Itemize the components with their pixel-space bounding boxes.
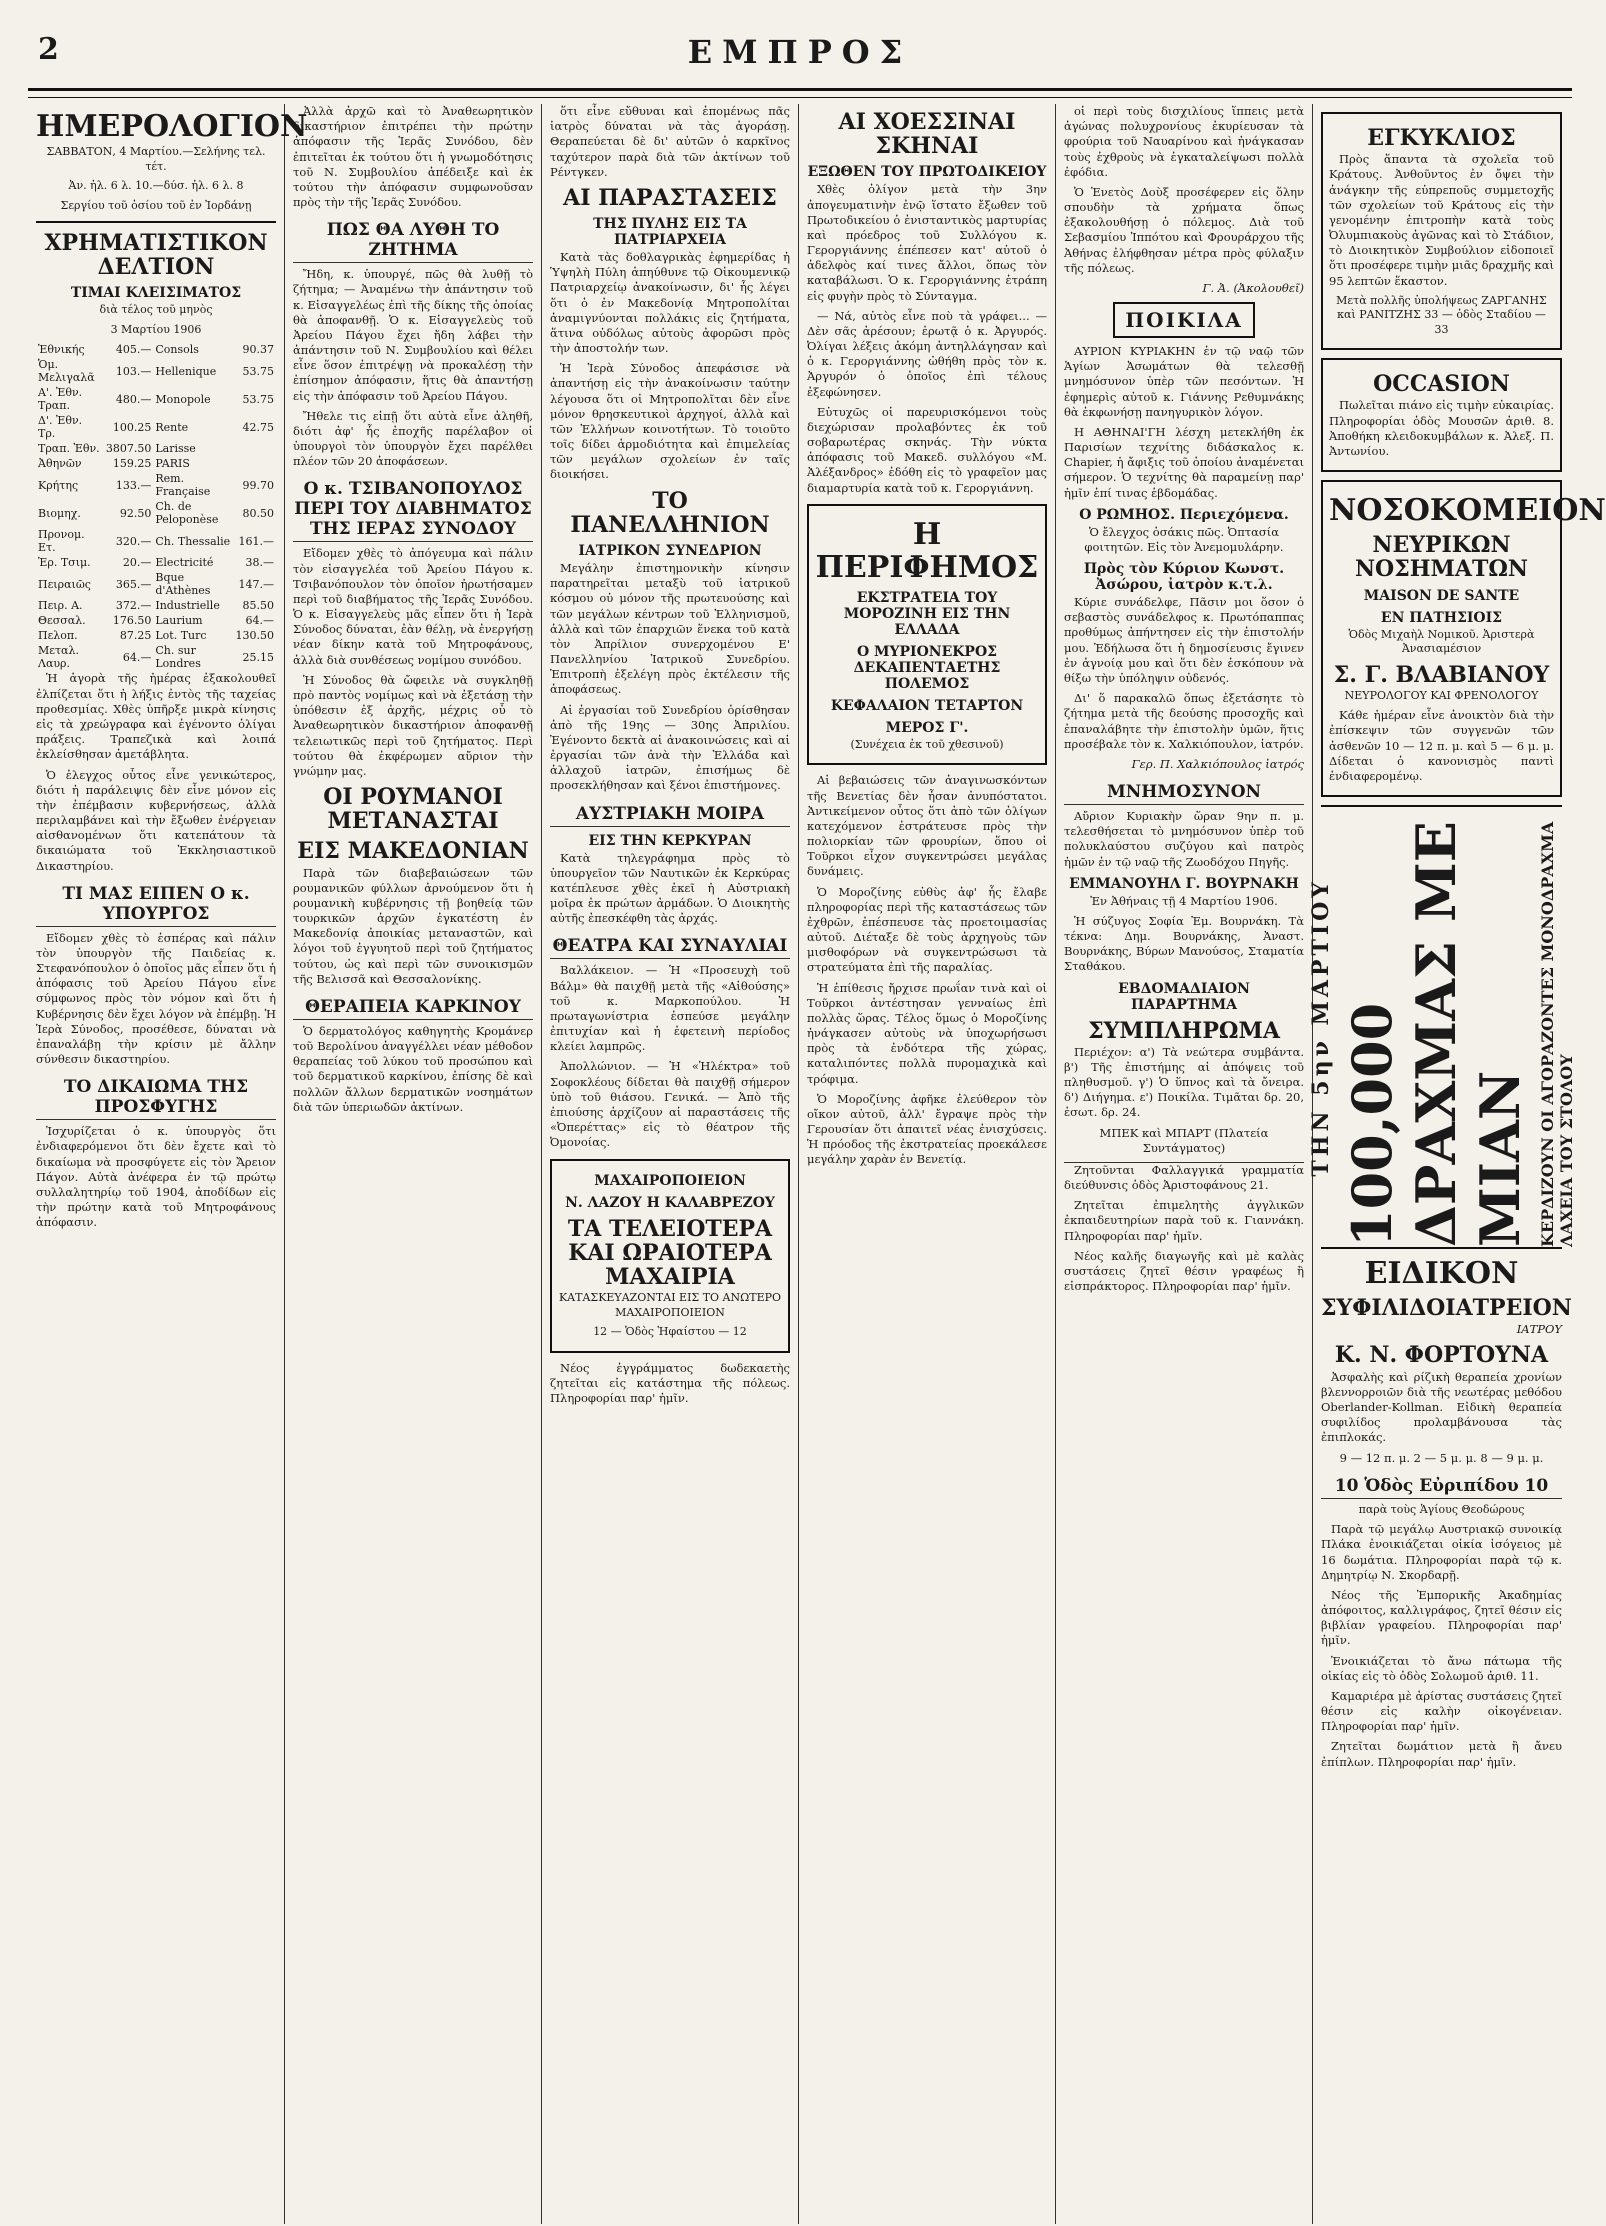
supplement-sub: ΣΥΜΠΛΗΡΩΜΑ — [1088, 1017, 1280, 1044]
scenes-text: Χθὲς ὀλίγον μετὰ τὴν 3ην ἀπογευματινὴν ἐνῷ ἵστατο ἔξωθεν τοῦ Πρωτοδικείου ὁ ἐνισταντικὸς μαρτυρίας καὶ πρόεδρος τοῦ Συλλόγου κ. Γεροργιάννης ἐπέπεσεν κατ' αὐτοῦ ὁ ἀδελφὸς καί τινες ἄλλοι, ὅπως τὸν καταβάλωσι. Ὁ κ. Γεροργιάννης ἐτράπη εἰς φυγὴν πρὸς τὸ Σύνταγμα. — [807, 182, 1047, 303]
lottery-amount: 100,000 ΔΡΑΧΜΑΣ ΜΕ ΜΙΑΝ — [1339, 821, 1532, 1248]
stock-cell: 100.25 — [112, 420, 152, 434]
memorial-date: Ἐν Ἀθήναις τῇ 4 Μαρτίου 1906. — [1090, 893, 1278, 908]
stock-cell: 372.— — [115, 599, 152, 613]
stock-cell: Α'. Ἐθν. Τραπ. — [38, 386, 83, 413]
occasion-box — [1321, 358, 1562, 472]
shop-name: ΜΠΕΚ καὶ ΜΠΑΡΤ (Πλατεία Συντάγματος) — [1099, 1125, 1269, 1155]
note-3: Νέος καλῆς διαγωγῆς καὶ μὲ καλὰς συστάσεις ζητεῖ θέσιν γραφέως ἢ εἰσπράκτορος. Πληροφορίαι παρ' ἡμῖν. — [1064, 1248, 1304, 1294]
expedition-title: Η ΠΕΡΙΦΗΜΟΣ — [815, 516, 1039, 585]
signature: Γ. Ἀ. (Ἀκολουθεῖ) — [1202, 280, 1304, 295]
newspaper-title: ΕΜΠΡΟΣ — [687, 33, 913, 71]
stock-cell: 176.50 — [112, 614, 152, 628]
page-number: 2 — [38, 32, 59, 67]
scenes-text-2: — Νά, αὐτὸς εἶνε ποὺ τὰ γράφει... — Δὲν σᾶς ἀρέσουν; ἐρωτᾷ ὁ κ. Ἀργυρός. Ὀλίγαι λέξεις ἀκόμη ἀντηλλάγησαν καὶ ὁ κ. Γεροργιάννης ὠθήθη πρὸς τὸν κ. Ἀργυρόν ὁ ὁποῖος ἐπὶ τέλους ἐξεφώνησεν. — [807, 308, 1047, 399]
misc-text-2: Η ΑΘΗΝΑΙ'ΓΗ λέσχη μετεκλήθη ἐκ Παρισίων τεχνίτης διδάσκαλος κ. Chapier, ἡ ἄφιξις τοῦ ὁποίου ἀναμένεται σήμερον. Ὁ τεχνίτης θὰ παραμείνῃ παρ' ἡμῖν ἐπί τινας ἑβδομάδας. — [1064, 424, 1304, 500]
stock-cell: Larisse — [155, 442, 196, 456]
stock-cell: Πειρ. Α. — [38, 599, 83, 613]
stock-cell: 87.25 — [119, 629, 152, 643]
shows-text: Ὁ ἔλεγχος ὁσάκις πῶς. Ὀπτασία φοιτητῶν. Εἰς τὸν Ἀνεμομυλάρην. — [1084, 524, 1284, 554]
knife-ad — [550, 1159, 790, 1353]
stock-cell: 161.— — [238, 534, 274, 548]
minister-text: Εἴδομεν χθὲς τὸ ἑσπέρας καὶ πάλιν τὸν ὑπουργὸν τῆς Παιδείας κ. Στεφανόπουλον ὁ ὁποῖος μᾶς εἶπεν ὅτι ἡ ἀπόφασις τοῦ Ἀρείου Πάγου εἶνε σύμφωνος πρὸς τὸν νόμον καὶ ὅτι ἡ Κυβέρνησις δὲν ἔχει λόγον νὰ ἐπέμβῃ. Ἡ Ἱερὰ Σύνοδος, προσέθεσε, δύναται νὰ ἐπαναλάβῃ τὴν κρίσιν μὲ ἄλλην σύνθεσιν δικαστηρίου. — [36, 930, 276, 1067]
hospital-title: ΝΟΣΟΚΟΜΕΙΟΝ — [1329, 493, 1606, 529]
appeal-title: ΤΟ ΔΙΚΑΙΩΜΑ ΤΗΣ ΠΡΟΣΦΥΓΗΣ — [36, 1077, 276, 1120]
stock-cell: Τραπ. Ἐθν. — [38, 442, 100, 456]
minister-title: ΤΙ ΜΑΣ ΕΙΠΕΝ Ο κ. ΥΠΟΥΡΓΟΣ — [36, 884, 276, 927]
hospital-address: Ὁδὸς Μιχαὴλ Νομικοῦ. Ἀριστερὰ Ἀνασιαμέσιον — [1348, 627, 1535, 656]
occasion-title: OCCASION — [1373, 371, 1510, 398]
stock-row — [36, 613, 276, 628]
expedition-part: ΜΕΡΟΣ Γ'. — [885, 719, 969, 736]
note-1: Παρὰ τῷ μεγάλῳ Αυστριακῷ συνοικίᾳ Πλάκα ἐνοικιάζεται οἰκία ἰσόγειος μὲ 16 δωμάτια. Πληροφορίαι παρὰ τῷ κ. Δημητρίῳ Ν. Σκορδαρῇ. — [1321, 1522, 1562, 1582]
clinic-hours: 9 — 12 π. μ. 2 — 5 μ. μ. 8 — 9 μ. μ. — [1339, 1450, 1544, 1465]
congress-text: Μεγάλην ἐπιστημονικὴν κίνησιν παρατηρεῖται μεταξὺ τοῦ ἰατρικοῦ κόσμου οὐ μόνον τῆς πρωτευούσης καὶ τῶν μεγάλων κέντρων τοῦ Ἑλληνισμοῦ, ἀλλὰ καὶ τῶν ἐπαρχιῶν ἕνεκα τοῦ κατὰ τὸν Ἀπρίλιον συνερχομένου Ε' Πανελληνίου Ἰατρικοῦ Συνεδρίου. Ἐπιτροπὴ ἐξελέγη πρὸς ἐκτέλεσιν τῆς ἀποφάσεως. — [550, 561, 790, 697]
column-1 — [28, 104, 308, 2224]
stock-cell: 133.— — [115, 478, 152, 492]
scenes-title: ΑΙ ΧΟΕΣΣΙΝΑΙ ΣΚΗΝΑΙ — [838, 109, 1016, 160]
declaration-text-2: Ἡ Σύνοδος θὰ ὤφειλε νὰ συγκληθῇ πρὸ παντὸς νομίμως καὶ νὰ ἐξετάσῃ τὴν ὑπόθεσιν ἐξ ἀρχῆς, μέχρις οὗ τὸ Ἀναθεωρητικὸν δικαστήριον ἀποφανθῇ τελειωτικῶς περὶ τοῦ ζητήματος. Περὶ τούτου θὰ ἐκφέρωμεν αὔριον τὴν γνώμην μας. — [293, 672, 533, 778]
stock-cell: Monopole — [155, 392, 211, 406]
calendar-line: Ἀν. ἡλ. 6 λ. 10.—δύσ. ἡλ. 6 λ. 8 — [68, 179, 244, 193]
stock-cell: 159.25 — [112, 457, 152, 471]
stock-cell: Ch. sur Londres — [155, 644, 201, 671]
romanians-title: ΟΙ ΡΟΥΜΑΝΟΙ ΜΕΤΑΝΑΣΤΑΙ — [323, 784, 503, 835]
letter-signature: Γερ. Π. Χαλκιόπουλος ἰατρός — [1131, 756, 1304, 771]
cancer-text: Ὁ δερματολόγος καθηγητὴς Κρομάνερ τοῦ Βερολίνου ἀναγγέλλει νέαν μέθοδον θεραπείας τοῦ λύκου τοῦ προσώπου καὶ τοῦ δερματικοῦ καρκίνου, ἐπίσης δὲ καὶ πολλῶν ἄλλων δερματικῶν νοσημάτων διὰ τῶν ὑπεριωδῶν ἀκτίνων. — [293, 1023, 533, 1114]
knife-ad-title: ΜΑΧΑΙΡΟΠΟΙΕΙΟΝ — [594, 1172, 746, 1189]
hospital-name: MAISON DE SANTE — [1363, 587, 1520, 604]
expedition-text-2: Ὁ Μοροζίνης εὐθὺς ἀφ' ἧς ἔλαβε πληροφορίας περὶ τῆς καταστάσεως τῶν ἐχθρῶν, ἐπέσπευσε τὰς προετοιμασίας αὐτοῦ. Διέταξε δὲ τοὺς ἀρχηγοὺς τῶν μισθοφόρων νὰ συγκεντρώσωσι τὰ στρατεύματα ἐπὶ τῆς παραλίας. — [807, 884, 1047, 975]
stock-cell: 42.75 — [242, 420, 274, 434]
knife-ad-address: 12 — Ὁδὸς Ἡφαίστου — 12 — [593, 1325, 747, 1339]
stock-cell — [233, 441, 276, 456]
stock-cell: 85.50 — [242, 599, 274, 613]
stock-row — [36, 555, 276, 570]
hospital-ad — [1321, 480, 1606, 797]
column-2 — [285, 104, 542, 2224]
expedition-text: Αἱ βεβαιώσεις τῶν ἀναγινωσκόντων τῆς Βενετίας δὲν ἦσαν ἀνυπόστατοι. Ἀντικείμενον οὗτος ὅτι ἀπὸ τῶν ὀλίγων κατεχόμενον ἐστράτευσε πρὸς τὴν πολιορκίαν τῶν φρουρίων, ὅπου οἱ Τοῦρκοι εἶχον συγκεντρώσει μεγάλας δυνάμεις. — [807, 773, 1047, 879]
stock-cell: Laurium — [155, 614, 203, 628]
knife-ad-slogan: ΤΑ ΤΕΛΕΙΟΤΕΡΑ ΚΑΙ ΩΡΑΙΟΤΕΡΑ ΜΑΧΑΙΡΙΑ — [567, 1215, 773, 1290]
stock-cell: Κρήτης — [38, 478, 79, 492]
stock-cell: Ch. de Peloponèse — [155, 500, 219, 527]
stock-cell — [233, 456, 276, 471]
note-5: Ζητεῖται δωμάτιον μετὰ ἢ ἄνευ ἐπίπλων. Πληροφορίαι παρ' ἡμῖν. — [1321, 1739, 1562, 1769]
congress-title: ΤΟ ΠΑΝΕΛΛΗΝΙΟΝ — [570, 487, 770, 538]
memorial-text: Αὔριον Κυριακὴν ὥραν 9ην π. μ. τελεσθήσεται τὸ μνημόσυνον ὑπὲρ τοῦ πολυκλαύστου συζύγου καὶ πατρὸς ἡμῶν ἐν τῷ ναῷ τῆς Ζωοδόχου Πηγῆς. — [1064, 809, 1304, 869]
stock-row — [36, 499, 276, 527]
stock-row — [36, 385, 276, 413]
stock-cell: 53.75 — [242, 392, 274, 406]
claims-title: ΑΙ ΠΑΡΑΣΤΑΣΕΙΣ — [563, 184, 777, 211]
stock-row — [36, 342, 276, 357]
stock-cell: 20.— — [122, 556, 152, 570]
congress-sub: ΙΑΤΡΙΚΟΝ ΣΥΝΕΔΡΙΟΝ — [578, 543, 762, 559]
stock-cell: Ἀθηνῶν — [38, 457, 82, 471]
stock-row — [36, 357, 276, 385]
stock-cell: Rente — [155, 420, 189, 434]
market-report: Ἡ ἀγορὰ τῆς ἡμέρας ἐξακολουθεῖ ἐλπίζεται ὅτι ἡ λήξις ἐντὸς τῆς ταχείας προθεσμίας. Χθὲς ὑπῆρξε μικρὰ κίνησις εἰς τὰ χρεώγραφα καὶ ἐγένοντο ὀλίγαι πράξεις. Τραπεζικὰ καὶ λοιπά ἐκλείσθησαν ἀμετάβλητα. — [36, 671, 276, 762]
note-2: Ζητεῖται ἐπιμελητὴς ἀγγλικῶν ἐκπαιδευτηρίων παρὰ τοῦ κ. Γιαννάκη. Πληροφορίαι παρ' ἡμῖν. — [1064, 1198, 1304, 1243]
lottery-note: ΚΕΡΔΙΖΟΥΝ ΟΙ ΑΓΟΡΑΖΟΝΤΕΣ ΜΟΝΟΔΡΑΧΜΑ ΛΑΧΕΙΑ ΤΟΥ ΣΤΟΛΟΥ — [1537, 821, 1576, 1248]
stock-cell: Ὁμ. Μελιγαλᾶ — [38, 358, 95, 385]
stock-cell: Rem. Française — [155, 472, 211, 499]
stock-cell: 38.— — [245, 556, 274, 570]
lottery-date: ΤΗΝ 5ην ΜΑΡΤΙΟΥ — [1307, 877, 1334, 1177]
knife-ad-sub: ΚΑΤΑΣΚΕΥΑΖΟΝΤΑΙ ΕΙΣ ΤΟ ΑΝΩΤΕΡΟ ΜΑΧΑΙΡΟΠΟΙΕΙΟΝ — [558, 1291, 782, 1319]
letter-text-2: Δι' ὅ παρακαλῶ ὅπως ἐξετάσητε τὸ ζήτημα μετὰ τῆς δεούσης προσοχῆς καὶ ἐπαναλάβητε τὴν ἐπιστολὴν ὑμῶν, ἥτις προσέβαλε τὸν κ. Χαλκιόπουλον, ἰατρόν. — [1064, 691, 1304, 751]
romanians-sub: ΕΙΣ ΜΑΚΕΔΟΝΙΑΝ — [297, 838, 529, 865]
hospital-doctor-role: ΝΕΥΡΟΛΟΓΟΥ ΚΑΙ ΦΡΕΝΟΛΟΓΟΥ — [1344, 688, 1539, 702]
expedition-continued: (Συνέχεια ἐκ τοῦ χθεσινοῦ) — [850, 737, 1004, 751]
stock-cell: 365.— — [115, 577, 152, 591]
claims-text: Κατὰ τὰς δοθλαγρικὰς ἐφημερίδας ἡ Ὑψηλὴ Πύλη ἀπηύθυνε τῷ Οἰκουμενικῷ Πατριαρχείῳ ἀνακοίνωσιν, δι' ἧς λέγει ὅτι ὁ ἐν Μακεδονίᾳ Μητροπολίται ἀναμιγνύονται πολλάκις εἰς ζητήματα, ἅτινα οὐδόλως αὐτοὺς ἀφορῶσι πρὸς τὴν ἀποστολήν των. — [550, 250, 790, 356]
intro-text-2: Ὁ Ἐνετὸς Δοὺξ προσέφερεν εἰς ὅλην σπουδὴν τὰ χρήματα ὅπως ἐξακολουθήσῃ ὁ πόλεμος. Διὰ τοῦ Σεβασμίου Ἱππότου καὶ Φρουράρχου τῆς Ἀθήνας ἐλήφθησαν μέτρα πρὸς φύλαξιν τῆς πόλεως. — [1064, 184, 1304, 275]
stock-cell: 3807.50 — [105, 442, 152, 456]
editorial: Ὁ ἐλεγχος οὗτος εἶνε γενικώτερος, διότι ἡ παράλειψις δὲν εἶνε μόνον εἰς τὴν ἐπέμβασιν κυβερνήσεως, ἀλλὰ περιλαμβάνει καὶ τὴν ἔξωθεν ἐνέργειαν αἰσθανομένων ὅτι κατεπάτουν τὰ δικαιώματα τοῦ Ἐκκλησιαστικοῦ Δικαστηρίου. — [36, 767, 276, 873]
note-3: Ἐνοικιάζεται τὸ ἄνω πάτωμα τῆς οἰκίας εἰς τὸ ὁδὸς Σολωμοῦ ἀριθ. 11. — [1321, 1653, 1562, 1683]
column-6 — [1307, 104, 1606, 2224]
letter-title: Πρὸς τὸν Κύριον Κωνστ. Ἀσώρου, ἰατρὸν κ.τ.λ. — [1083, 561, 1285, 594]
stock-cell: 130.50 — [235, 629, 274, 643]
stock-cell: Ch. Thessalie — [155, 534, 231, 548]
calendar-title: ΗΜΕΡΟΛΟΓΙΟΝ — [36, 109, 308, 144]
stock-cell: Bque d'Athènes — [155, 571, 211, 598]
stock-cell: 99.70 — [242, 478, 274, 492]
stock-cell: Πελοπ. — [38, 629, 78, 643]
stock-row — [36, 413, 276, 441]
stock-cell: 92.50 — [119, 506, 152, 520]
clinic-address-2: παρὰ τοὺς Ἁγίους Θεοδώρους — [1358, 1502, 1525, 1516]
stock-table — [36, 342, 276, 671]
knife-ad-name: Ν. ΛΑΖΟΥ Η ΚΑΛΑΒΡΕΖΟΥ — [565, 1194, 775, 1211]
stock-cell: Προνομ. Ετ. — [38, 528, 85, 555]
hospital-sub: ΝΕΥΡΙΚΩΝ ΝΟΣΗΜΑΤΩΝ — [1354, 532, 1529, 583]
bulletin-date: 3 Μαρτίου 1906 — [110, 322, 202, 336]
supplement-text: Περιέχον: α') Τὰ νεώτερα συμβάντα. β') Τῆς ἐπιστήμης αἱ ἀπόψεις τοῦ πληθυσμοῦ. γ') Ὁ ὕπνος καὶ τὰ ὄνειρα. δ') Διήγημα. ε') Ποικίλα. Τιμᾶται δρ. 20, ἐσωτ. δρ. 24. — [1064, 1044, 1304, 1120]
masthead — [28, 26, 1572, 88]
clinic-sub: ΣΥΦΙΛΙΔΟΙΑΤΡΕΙΟΝ — [1321, 1295, 1572, 1322]
stock-cell: 64.— — [122, 650, 152, 664]
expedition-sub: ΕΚΣΤΡΑΤΕΙΑ ΤΟΥ ΜΟΡΟΖΙΝΗ ΕΙΣ ΤΗΝ ΕΛΛΑΔΑ — [843, 589, 1011, 638]
hospital-location: ΕΝ ΠΑΤΗΣΙΟΙΣ — [1380, 609, 1503, 626]
calendar-line: ΣΑΒΒΑΤΟΝ, 4 Μαρτίου.—Σελήνης τελ. τέτ. — [46, 145, 266, 173]
theatre-title: ΘΕΑΤΡΑ ΚΑΙ ΣΥΝΑΥΛΙΑΙ — [550, 936, 790, 959]
declaration-text: Εἴδομεν χθὲς τὸ ἀπόγευμα καὶ πάλιν τὸν εἰσαγγελέα τοῦ Ἀρείου Πάγου κ. Τσιβανόπουλον τὸν ὁποῖον ἠρωτήσαμεν περὶ τοῦ διαβήματος τῆς Ἱερᾶς Συνόδου. Ὁ κ. Εἰσαγγελεὺς μᾶς εἶπεν ὅτι ἡ Ἱερὰ Σύνοδος δύναται, ἐὰν θέλῃ, νὰ ἐνεργήσῃ νέαν δίκην κατὰ τοῦ Μητροφάνους, ἀλλὰ διὰ συνθέσεως νομίμου συνόδου. — [293, 546, 533, 667]
stock-cell: Lot. Turc — [155, 629, 207, 643]
stock-cell: 103.— — [115, 364, 152, 378]
expedition-text-4: Ὁ Μοροζίνης ἀφῆκε ἐλεύθερον τὸν οἴκον αὐτοῦ, ἀλλ' ἔγραψε πρὸς τὴν Γερουσίαν ὅτι ἀπαιτεῖ νέας ἐνισχύσεις. Ἡ πρόοδος τῆς ἐκστρατείας προεκάλεσε μεγάλην χαρὰν ἐν Βενετίᾳ. — [807, 1091, 1047, 1167]
column-5 — [1056, 104, 1313, 2224]
stock-cell: 405.— — [115, 343, 152, 357]
masthead-rule — [28, 88, 1572, 98]
theatre-text: Βαλλάκειον. — Ἡ «Προσευχὴ τοῦ Βάλμ» θὰ παιχθῇ μετὰ τῆς «Αἰθούσης» τοῦ κ. Μαρκοπούλου. Ἡ πρωταγωνίστρια ἐσπεύσε μεγάλην ἐπιτυχίαν καὶ ἡ ἐφετεινὴ περίοδος κλείει λαμπρῶς. — [550, 963, 790, 1054]
misc-heading — [1064, 302, 1304, 338]
stock-cell: 64.— — [245, 614, 274, 628]
stock-cell: 53.75 — [242, 364, 274, 378]
scenes-text-3: Εὐτυχῶς οἱ παρευρισκόμενοι τοὺς διεχώρισαν προλαβόντες ἐκ τοῦ σοβαρωτέρας σκηνάς. Τὴν νύκτα ἀπόφασις τοῦ Μακεδ. συλλόγου «Μ. Ἀλέξανδρος» ἐδόθη εἰς τὸ γραφεῖον μας διαμαρτυρία κατὰ τοῦ κ. Γεροργιάννη. — [807, 404, 1047, 495]
classified-note: Νέος ἐγγράμματος δωδεκαετὴς ζητεῖται εἰς κατάστημα τῆς πόλεως. Πληροφορίαι παρ' ἡμῖν. — [550, 1360, 790, 1405]
stock-row — [36, 471, 276, 499]
occasion-text: Πωλεῖται πιάνο εἰς τιμὴν εὐκαιρίας. Πληροφορίαι ὁδὸς Μουσῶν ἀριθ. 8. Ἀποθήκη κλειδοκυμβάλων κ. Ἀλεξ. Π. Ἀντωνίου. — [1329, 398, 1554, 458]
claims-text-2: Ἡ Ἱερὰ Σύνοδος ἀπεφάσισε νὰ ἀπαντήσῃ εἰς τὴν ἀνακοίνωσιν ταύτην λέγουσα ὅτι οἱ Μητροπολῖται δὲν εἶνε μόνον θρησκευτικοὶ ἀρχηγοί, ἀλλὰ καὶ τῶν Ἑλλήνων κοινοτήτων. Τὸ τοιοῦτο τοῖς δίδει ἁρμοδιότητα καὶ ἐπιμελείας τῶν μεγάλων σχολείων ἐν ταῖς διοικήσει. — [550, 361, 790, 482]
corfu-text: Κατὰ τηλεγράφημα πρὸς τὸ ὑπουργεῖον τῶν Ναυτικῶν ἐκ Κερκύρας κατέπλευσε χθὲς ἐκεῖ ἡ Αὐστριακὴ μοῖρα ἐκ πρώτων ἀρμάδων. Ὁ Διοικητὴς αὐτῆς ἐπεσκέφθη τὰς ἀρχάς. — [550, 850, 790, 926]
misc-title: ΠΟΙΚΙΛΑ — [1113, 302, 1254, 338]
stock-cell: Πειραιῶς — [38, 577, 91, 591]
stock-cell: Δ'. Ἐθν. Τρ. — [38, 414, 83, 441]
stock-cell: 480.— — [115, 392, 152, 406]
claims-sub: ΤΗΣ ΠΥΛΗΣ ΕΙΣ ΤΑ ΠΑΤΡΙΑΡΧΕΙΑ — [593, 216, 747, 249]
stock-cell: Consols — [155, 343, 199, 357]
clinic-title: ΕΙΔΙΚΟΝ — [1364, 1256, 1519, 1292]
bulletin-sub: ΤΙΜΑΙ ΚΛΕΙΣΙΜΑΤΟΣ — [70, 285, 242, 302]
stock-cell: Electricité — [155, 556, 214, 570]
clinic-doctor: Κ. Ν. ΦΟΡΤΟΥΝΑ — [1334, 1342, 1549, 1369]
divider — [36, 221, 276, 223]
stock-cell: Ἐρ. Τσιμ. — [38, 556, 91, 570]
clinic-role: ΙΑΤΡΟΥ — [1516, 1322, 1562, 1337]
declaration-title: Ο κ. ΤΣΙΒΑΝΟΠΟΥΛΟΣ ΠΕΡΙ ΤΟΥ ΔΙΑΒΗΜΑΤΟΣ ΤΗΣ ΙΕΡΑΣ ΣΥΝΟΔΟΥ — [293, 479, 533, 542]
stock-row — [36, 527, 276, 555]
expedition-sub-2: Ο ΜΥΡΙΟΝΕΚΡΟΣ ΔΕΚΑΠΕΝΤΑΕΤΗΣ ΠΟΛΕΜΟΣ — [853, 643, 1001, 692]
romanians-text: Παρὰ τῶν διαβεβαιώσεων τῶν ρουμανικῶν φύλλων ἀρνούμενον ὅτι ἡ ρουμανικὴ κυβέρνησις τῇ βοηθείᾳ τῶν τουρκικῶν ἀρχῶν ἐγκατέστη ἐν Μακεδονίᾳ ἀποικίας μεταναστῶν, καὶ λόγοι τοῦ ἐγγυητοῦ περὶ τοῦ ζητήματος τούτου, ὡς καὶ περὶ τῶν συνοικισμῶν τῆς Βελισσᾶ καὶ Θεσσαλονίκης. — [293, 865, 533, 986]
stock-cell: 80.50 — [242, 506, 274, 520]
congress-text-2: Αἱ ἐργασίαι τοῦ Συνεδρίου ὁρίσθησαν ἀπὸ τῆς 19ης — 30ης Ἀπριλίου. Ἐγένοντο δεκτὰ αἱ ἀνακοινώσεις καὶ αἱ ἐργασίαι τῶν ἀνὰ τὴν Ἑλλάδα καὶ ἀλλαχοῦ ἰατρῶν, ἐπισήμως δὲ προσεκλήθησαν καὶ ξένοι ἐπιστήμονες. — [550, 702, 790, 793]
stock-cell: Βιομηχ. — [38, 506, 81, 520]
calendar-line: Σεργίου τοῦ ὁσίου τοῦ ἐν Ἰορδάνῃ — [60, 198, 252, 212]
theatre-text-2: Ἀπολλώνιον. — Ἡ «Ἠλέκτρα» τοῦ Σοφοκλέους δίδεται θὰ παιχθῇ σήμερον ὑπὸ τοῦ θιάσου. Γενικά. — Ἀπὸ τῆς ἐπιούσης ἀρχίζουν αἱ παραστάσεις τῆς «Ὀπερέττας» εἰς τὸ θέατρον τῆς Ὀμονοίας. — [550, 1059, 790, 1150]
synod-text: Ἀλλὰ ἀρχῶ καὶ τὸ Ἀναθεωρητικὸν δικαστήριον ἐπιτρέπει τὴν πρώτην ἀπόφασιν τῆς Ἱερᾶς Συνόδου, δὲν ἐπιτεῖται ἐκ τούτου ὅτι ἡ γνωμοδότησις τοῦ Ν. Συμβουλίου ἀπέδειξε καὶ ἐκ τούτου τὴν ἀπόφασιν συμφωνοῦσαν πρὸς τὴν τῆς Ἱερᾶς Συνόδου. — [293, 104, 533, 210]
clinic-address: 10 Ὁδὸς Εὐριπίδου 10 — [1321, 1476, 1562, 1499]
columns — [28, 104, 1606, 2224]
stock-row — [36, 456, 276, 471]
column-3 — [542, 104, 799, 2224]
note-2: Νέος τῆς Ἐμπορικῆς Ἀκαδημίας ἀπόφοιτος, καλλιγράφος, ζητεῖ θέσιν εἰς βιβλίαν γραφείου. Πληροφορίαι παρ' ἡμῖν. — [1321, 1587, 1562, 1648]
intro-text: οἱ περὶ τοὺς δισχιλίους ἵππεις μετὰ ἀγώνας πολυχρονίους ἐκυρίευσαν τὰ φρούρια τοῦ Ναυαρίνου καὶ ἠνάγκασαν τοὺς ἐχθροὺς νὰ ἐγκαταλείψωσι πολλὰ ἐφόδια. — [1064, 104, 1304, 179]
shows-title: Ο ΡΩΜΗΟΣ. Περιεχόμενα. — [1079, 506, 1289, 523]
stock-cell: 25.15 — [242, 650, 274, 664]
stock-cell: Ἐθνικής — [38, 343, 85, 357]
hospital-doctor: Σ. Γ. ΒΛΑΒΙΑΝΟΥ — [1333, 661, 1550, 688]
lottery-ad — [1307, 805, 1576, 1249]
stock-cell: PARIS — [155, 457, 190, 471]
stock-row — [36, 628, 276, 643]
expedition-header — [807, 504, 1047, 766]
corfu-title: ΑΥΣΤΡΙΑΚΗ ΜΟΙΡΑ — [550, 804, 790, 827]
letter-text: Κύριε συνάδελφε, Πᾶσιν μοι ὅσον ὁ σεβαστὸς συνάδελφος κ. Πρωτόπαππας προθύμως ἀπήντησεν εἰς τὴν ἐπιστολήν μου. Ἐδήλωσα ὅτι ἡ δημοσίευσις ἔγινεν ἐν ἀγνοίᾳ μου καὶ ὅτι δὲν ἐσκόπουν νὰ θίξω τὴν ὑπόληψιν οὐδενός. — [1064, 595, 1304, 685]
stock-cell: 320.— — [115, 534, 152, 548]
stock-cell: Industrielle — [155, 599, 220, 613]
expedition-text-3: Ἡ ἐπίθεσις ἤρχισε πρωΐαν τινὰ καὶ οἱ Τοῦρκοι ἀντέστησαν γενναίως ἐπὶ πολλὰς ὥρας. Τέλος ὅμως ὁ Μοροζίνης ἠνάγκασεν αὐτοὺς νὰ ὑποχωρήσωσι πρὸς τὰ ἐνδότερα τῆς χώρας, καταλιπόντες πολλὰ πυρομαχικὰ καὶ τρόφιμα. — [807, 980, 1047, 1086]
clinic-text: Ἀσφαλὴς καὶ ρίζικὴ θεραπεία χρονίων βλεννορροιῶν διὰ τῆς νεωτέρας μεθόδου Oberlander-Kollman. Εἰδικὴ θεραπεία συφιλίδος προλαμβάνουσα τὰς ἐπιπλοκάς. — [1321, 1369, 1562, 1445]
stock-row — [36, 441, 276, 456]
note-1: Ζητοῦνται Φαλλαγγικά γραμματία διεύθυνσις ὁδὸς Ἀριστοφάνους 21. — [1064, 1162, 1304, 1193]
stock-cell: 147.— — [238, 577, 274, 591]
notice-title: ΕΓΚΥΚΛΙΟΣ — [1367, 125, 1516, 151]
appeal-text: Ἰσχυρίζεται ὁ κ. ὑπουργὸς ὅτι ἐνδιαφερόμενοι ὅτι δὲν ἔχετε καὶ τὸ δικαίωμα νὰ προσφύγετε εἰς τὸν Ἄρειον Πάγον. Αὐτὰ ἀνέφερα ἐν τῷ πρώτῳ συλλαλητηρίῳ τοῦ 1904, ἀποδίδων εἰς τὴν πρώτην κατὰ τοῦ Μητροφάνους ἀπόφασιν. — [36, 1124, 276, 1230]
bulletin-sub2: διὰ τέλος τοῦ μηνὸς — [99, 303, 213, 317]
hospital-text: Κάθε ἡμέραν εἶνε ἀνοικτὸν διὰ τὴν ἐπίσκεψιν τῶν συγγενῶν τῶν ἀσθενῶν 10 — 12 π. μ. καὶ 5 — 6 μ. μ. Δίδεται ὁ κανονισμὸς παντὶ ἐνδιαφερομένῳ. — [1329, 708, 1554, 783]
stock-cell: 90.37 — [242, 343, 274, 357]
scenes-sub: ΕΞΩΘΕΝ ΤΟΥ ΠΡΩΤΟΔΙΚΕΙΟΥ — [807, 164, 1047, 181]
cancer-title: ΘΕΡΑΠΕΙΑ ΚΑΡΚΙΝΟΥ — [293, 997, 533, 1020]
bulletin-title: ΧΡΗΜΑΤΙΣΤΙΚΟΝ ΔΕΛΤΙΟΝ — [44, 230, 268, 281]
supplement-title: ΕΒΔΟΜΑΔΙΑΙΟΝ ΠΑΡΑΡΤΗΜΑ — [1118, 980, 1250, 1013]
intro-text: ὅτι εἶνε εὔθυναι καὶ ἐπομένως πᾶς ἰατρὸς δύναται νὰ τὰς ἀγοράσῃ. Θεραπεύεται δὲ δι' αὐτῶν ὁ καρκῖνος ταχύτερον παρὰ διὰ τῶν ἀκτίνων τοῦ Ρέντγκεν. — [550, 104, 790, 179]
memorial-name: ΕΜΜΑΝΟΥΗΛ Γ. ΒΟΥΡΝΑΚΗ — [1069, 875, 1299, 892]
notice-signature: Μετὰ πολλῆς ὑπολήψεως ΖΑΡΓΑΝΗΣ καὶ ΡΑΝΙΤΖΗΣ 33 — ὁδὸς Σταδίου — 33 — [1336, 293, 1547, 336]
stock-cell: Θεσσαλ. — [38, 614, 86, 628]
notice-box — [1321, 112, 1562, 350]
misc-text: ΑΥΡΙΟΝ ΚΥΡΙΑΚΗΝ ἐν τῷ ναῷ τῶν Ἁγίων Ἀσωμάτων θὰ τελεσθῇ μνημόσυνον ὑπὲρ τῶν πεσόντων. Ἡ ἐφημερὶς αὐτοῦ κ. Γιάννης Ρεθυμνάκης θὰ ἐκφωνήσῃ πανηγυρικὸν λόγον. — [1064, 344, 1304, 419]
memorial-family: Ἡ σύζυγος Σοφία Ἐμ. Βουρνάκη. Τὰ τέκνα: Δημ. Βουρνάκης, Ἀναστ. Βουρνάκης, Βύρων Μανούσος, Σταματία Σταθάκου. — [1064, 913, 1304, 974]
answer-text: Ἤδη, κ. ὑπουργέ, πῶς θὰ λυθῇ τὸ ζήτημα; — Ἀναμένω τὴν ἀπάντησιν τοῦ κ. Εἰσαγγελέως ἐπὶ τῆς δίκης τῆς ὁποίας θὰ ἀποφανθῇ. Ὁ κ. Εἰσαγγελεὺς τοῦ Ἀρείου Πάγου ἔχει ἤδη λάβει τὴν ἀπάντησιν τοῦ Ν. Συμβουλίου καὶ θέλει εἶνε ὅσον ἐπιτρέψῃ νὰ προκαλέσῃ τὴν ἐπίσημον ἀπόφασιν, ἥτις θὰ ἀπαντήσῃ εἰς τὴν ἀπόφασιν τοῦ Ἀρείου Πάγου. — [293, 267, 533, 403]
stock-cell: Hellenique — [155, 364, 217, 378]
stock-cell: Μεταλ. Λαυρ. — [38, 644, 79, 671]
stock-row — [36, 598, 276, 613]
stock-row — [36, 570, 276, 598]
stock-row — [36, 643, 276, 671]
answer-title: ΠΩΣ ΘΑ ΛΥΘΗ ΤΟ ΖΗΤΗΜΑ — [293, 220, 533, 263]
column-4 — [799, 104, 1056, 2224]
answer-text-2: Ἤθελε τις εἰπῇ ὅτι αὐτὰ εἶνε ἀληθῆ, διότι ἀφ' ἧς ἐποχῆς παρέλαβον οἱ ὑπουργοὶ τὸν ὑπουργὸν ἔχει παρέλθει πλέον τῶν 20 ἀποφάσεων. — [293, 408, 533, 469]
note-4: Καμαριέρα μὲ ἀρίστας συστάσεις ζητεῖ θέσιν εἰς καλὴν οἰκογένειαν. Πληροφορίαι παρ' ἡμῖν. — [1321, 1688, 1562, 1734]
memorial-title: ΜΝΗΜΟΣΥΝΟΝ — [1064, 782, 1304, 805]
expedition-chapter: ΚΕΦΑΛΑΙΟΝ ΤΕΤΑΡΤΟΝ — [830, 697, 1024, 714]
corfu-sub: ΕΙΣ ΤΗΝ ΚΕΡΚΥΡΑΝ — [588, 832, 752, 849]
notice-text: Πρὸς ἅπαντα τὰ σχολεῖα τοῦ Κράτους. Ἀνθοῦντος ἐν ὄψει τὴν ἀνάγκην τῆς εὐπρεποῦς συμμετοχῆς τῶν σχολείων τοῦ Κράτους εἰς τὴν γενομένην ἐπιτροπὴν κατὰ τοὺς Ὀλυμπιακοὺς ἀγῶνας καὶ τὸ Στάδιον, τὸ Διοικητικὸν Συμβούλιον εἰδοποιεῖ ὅτι προσέφερε τιμὴν μιᾶς δραχμῆς καὶ 95 λεπτῶν ἕκαστον. — [1329, 152, 1554, 288]
